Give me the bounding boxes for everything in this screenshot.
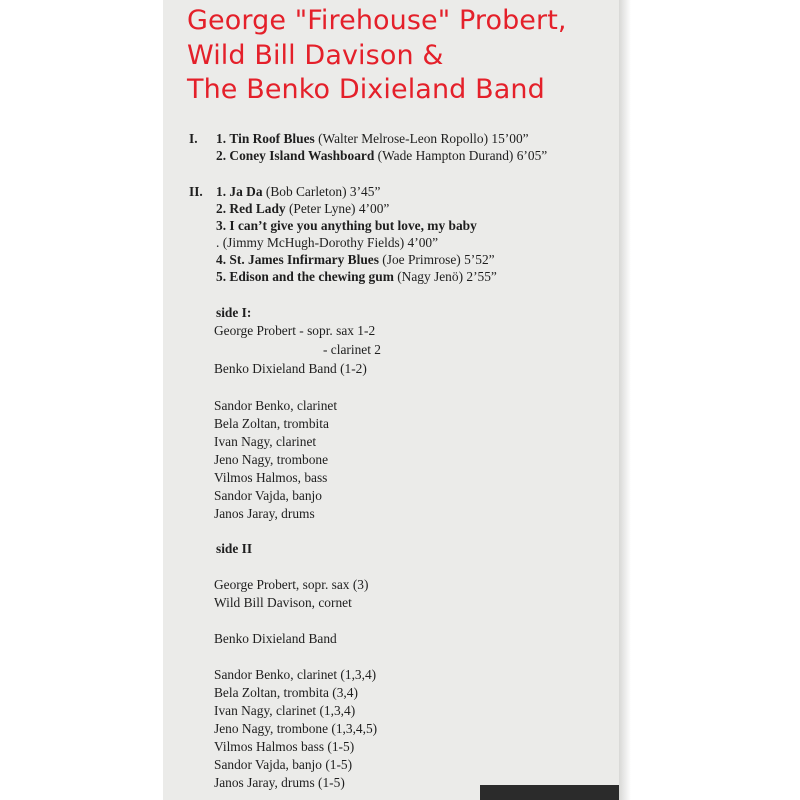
track-list-item-continued [216, 234, 438, 251]
personnel-line: Jeno Nagy, trombone [214, 452, 329, 467]
track-detail: (Nagy Jenö) 2’55” [393, 269, 497, 284]
personnel-line: Wild Bill Davison, cornet [214, 595, 352, 610]
track-title: Tin Roof Blues [229, 131, 315, 146]
personnel-line: Sandor Vajda, banjo [214, 488, 322, 503]
track-detail: (Peter Lyne) 4’00” [285, 201, 390, 216]
personnel-line: Janos Jaray, drums (1-5) [214, 775, 345, 790]
track-title: St. James Infirmary Blues [229, 252, 379, 267]
track-list-item: 5. Edison and the chewing gum (Nagy Jenö) 2’55” [216, 269, 497, 284]
side-two-roman: II. [189, 184, 203, 199]
personnel-line: Benko Dixieland Band [214, 631, 337, 646]
track-title: Red Lady [229, 201, 286, 216]
album-title-line-3: The Benko Dixieland Band [187, 74, 545, 105]
personnel-line: Bela Zoltan, trombita [214, 416, 329, 431]
track-title: Ja Da [229, 184, 263, 199]
personnel-line: George Probert, sopr. sax (3) [214, 577, 369, 592]
personnel-line: Sandor Vajda, banjo (1-5) [214, 757, 353, 772]
track-list-item: 1. Tin Roof Blues (Walter Melrose-Leon Ropollo) 15’00” [216, 131, 529, 146]
track-title: Coney Island Washboard [229, 148, 375, 163]
side-one-label: side I: [216, 305, 252, 320]
personnel-line: - clarinet 2 [323, 342, 381, 357]
track-list-item: 2. Coney Island Washboard (Wade Hampton Durand) 6’05” [216, 148, 548, 163]
personnel-line: Jeno Nagy, trombone (1,3,4,5) [214, 721, 378, 736]
personnel-line: Sandor Benko, clarinet (1,3,4) [214, 667, 377, 682]
personnel-line: Vilmos Halmos bass (1-5) [214, 739, 355, 754]
album-title-line-2: Wild Bill Davison & [187, 40, 444, 71]
personnel-line: George Probert - sopr. sax 1-2 [214, 323, 376, 338]
card-bottom-edge [480, 785, 619, 800]
card-edge-shadow [619, 0, 631, 800]
album-liner-card [163, 0, 619, 800]
personnel-line: Sandor Benko, clarinet [214, 398, 338, 413]
side-one-roman: I. [189, 131, 198, 146]
track-detail: (Walter Melrose-Leon Ropollo) 15’00” [314, 131, 529, 146]
personnel-line: Benko Dixieland Band (1-2) [214, 361, 367, 376]
track-title: I can’t give you anything but love, my baby [229, 218, 477, 233]
track-list-item: 3. I can’t give you anything but love, my baby [216, 218, 477, 233]
personnel-line: Vilmos Halmos, bass [214, 470, 328, 485]
track-list-item: 4. St. James Infirmary Blues (Joe Primrose) 5’52” [216, 252, 495, 267]
track-detail: (Joe Primrose) 5’52” [378, 252, 495, 267]
track-detail: . (Jimmy McHugh-Dorothy Fields) 4’00” [216, 235, 439, 250]
personnel-line: Janos Jaray, drums [214, 506, 315, 521]
track-detail: (Bob Carleton) 3’45” [262, 184, 381, 199]
personnel-line: Ivan Nagy, clarinet [214, 434, 317, 449]
side-two-label: side II [216, 541, 253, 556]
track-list-item: 2. Red Lady (Peter Lyne) 4’00” [216, 201, 390, 216]
album-title-line-1: George "Firehouse" Probert, [187, 5, 567, 36]
track-list-item: 1. Ja Da (Bob Carleton) 3’45” [216, 184, 381, 199]
track-title: Edison and the chewing gum [229, 269, 394, 284]
track-detail: (Wade Hampton Durand) 6’05” [374, 148, 548, 163]
personnel-line: Ivan Nagy, clarinet (1,3,4) [214, 703, 356, 718]
personnel-line: Bela Zoltan, trombita (3,4) [214, 685, 358, 700]
